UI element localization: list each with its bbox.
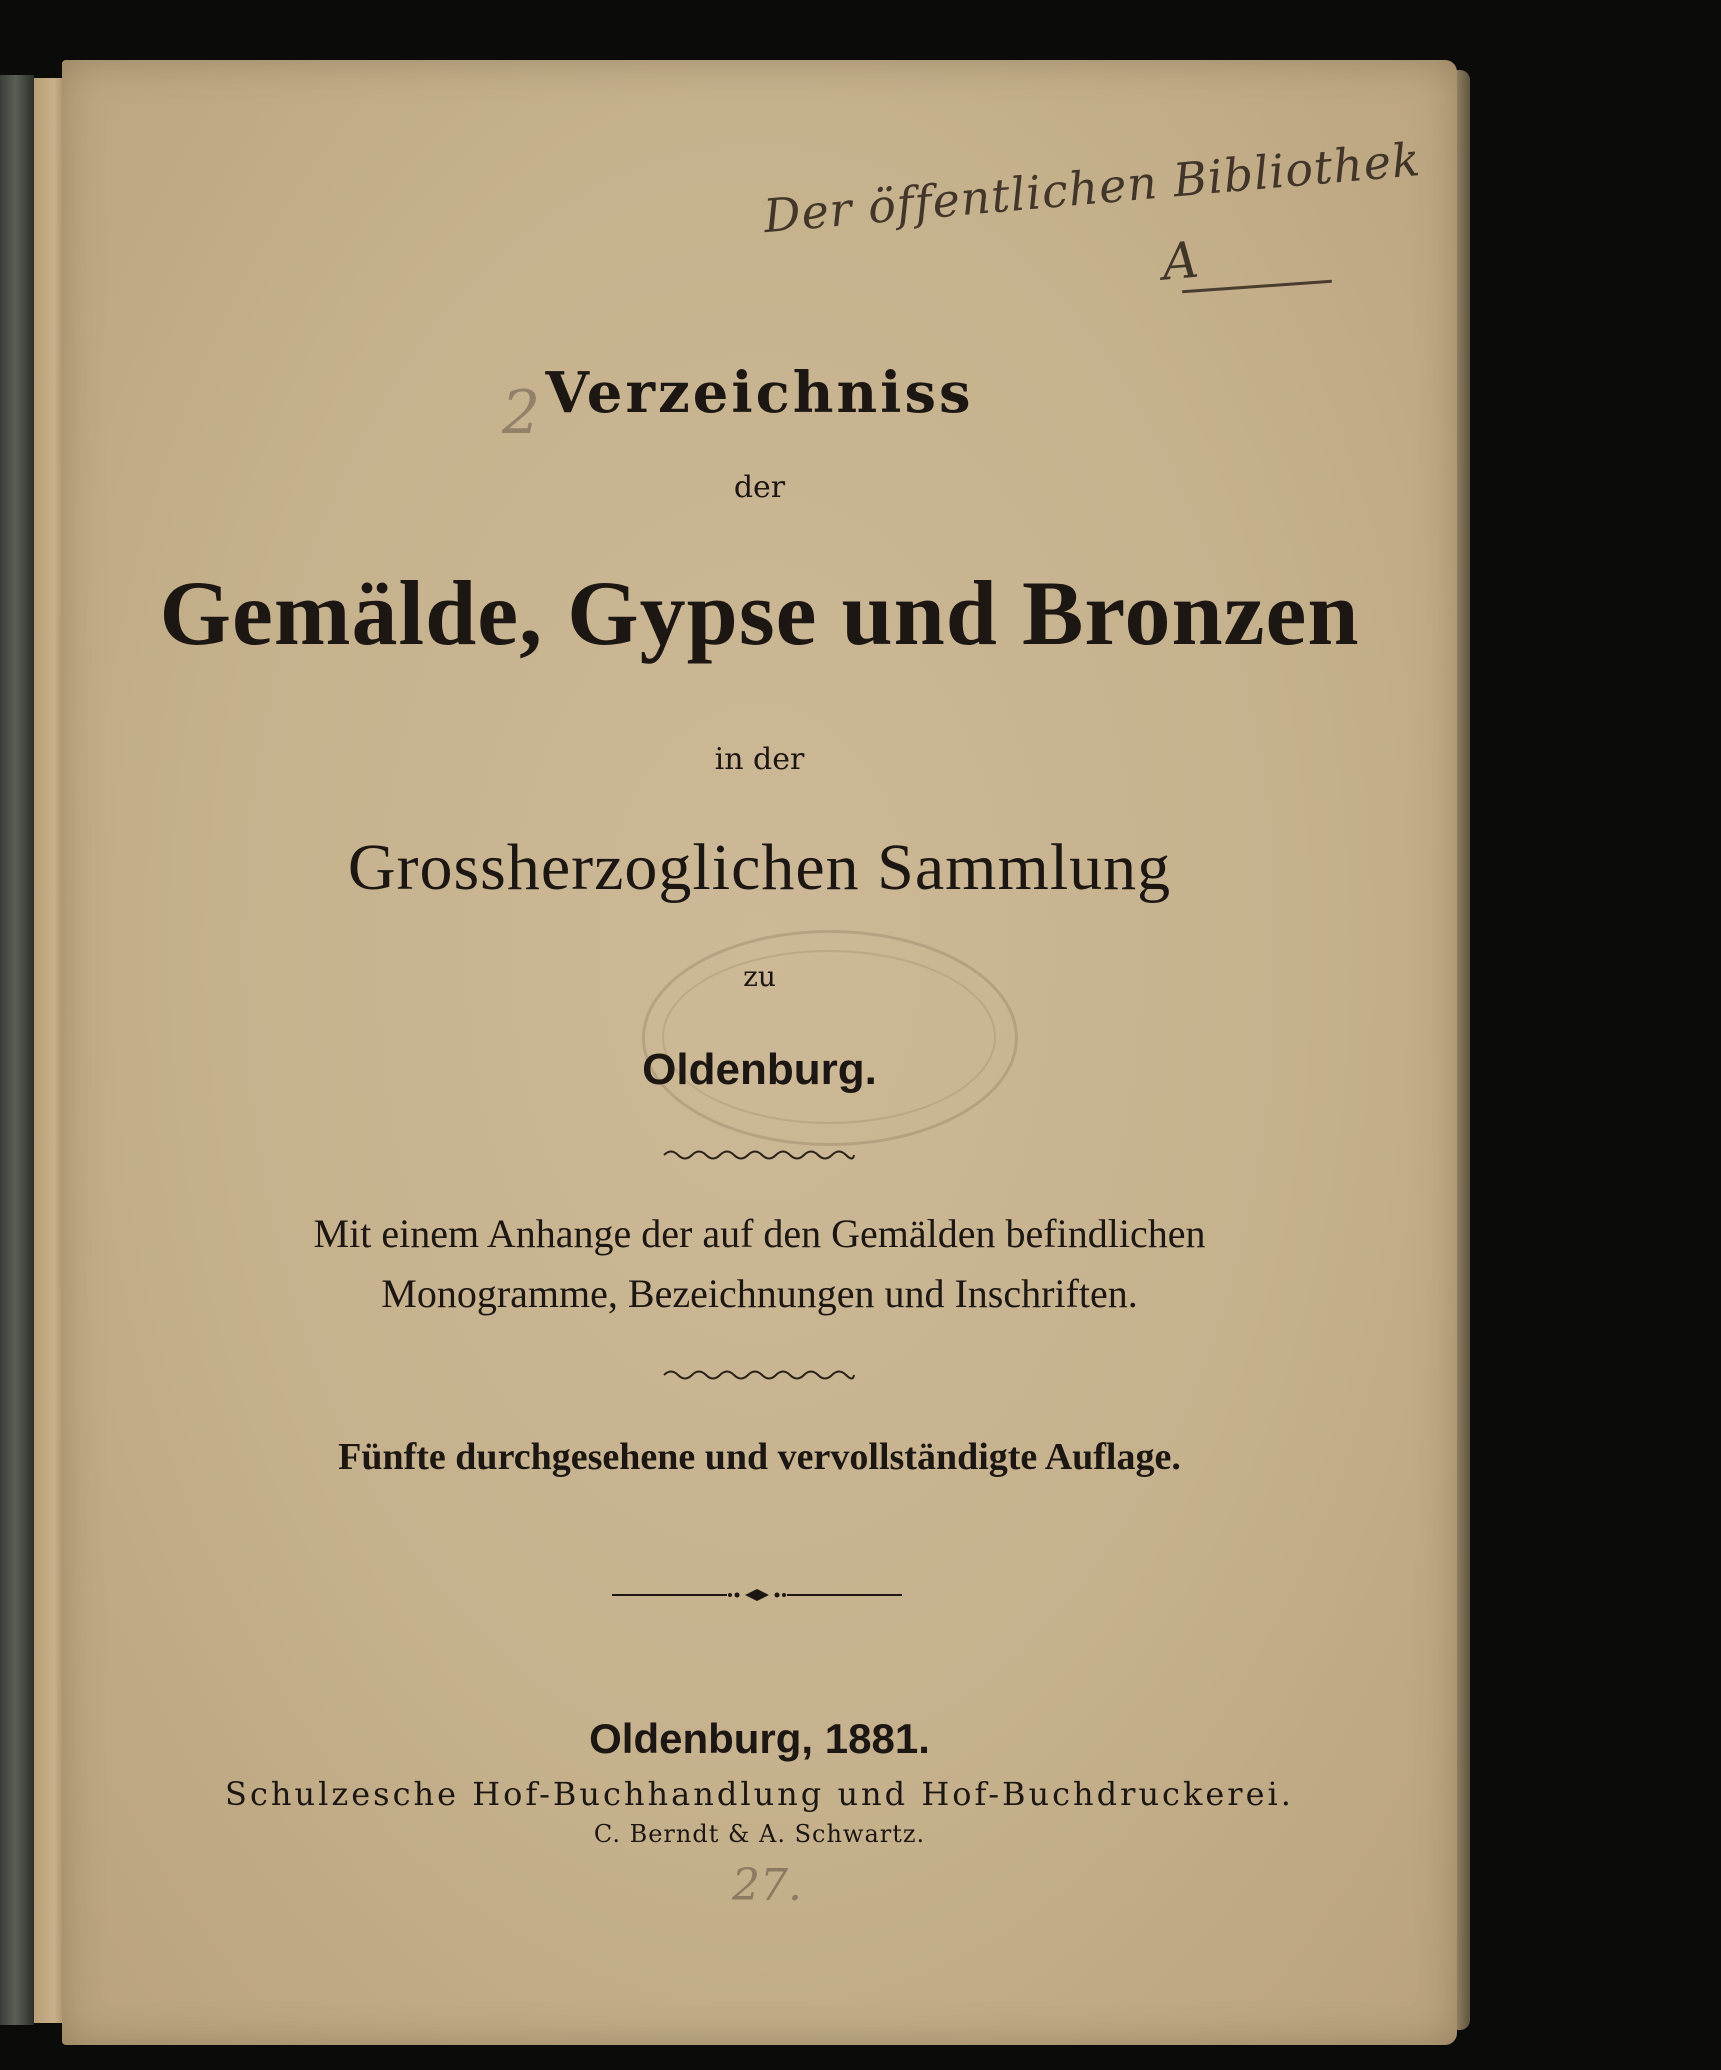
appendix-line-1: Mit einem Anhange der auf den Gemälden befindlichen (313, 1211, 1206, 1256)
pencil-shelf-number: 27. (732, 1860, 802, 1911)
wavy-divider-1 (659, 1145, 859, 1165)
wavy-divider-2 (659, 1365, 859, 1385)
ornamental-rule (607, 1585, 907, 1605)
title-collection-name: Grossherzoglichen Sammlung (347, 831, 1172, 904)
book-binding (0, 75, 34, 2025)
title-verzeichniss: Verzeichniss (545, 360, 974, 426)
connector-der: der (733, 470, 786, 505)
handwritten-note: Der öffentlichen Bibliothek (761, 131, 1423, 244)
appendix-line-2: Monogramme, Bezeichnungen und Inschriften. (381, 1271, 1138, 1316)
connector-in-der: in der (714, 742, 805, 777)
pencil-mark: 2 (502, 378, 541, 448)
title-page (62, 60, 1457, 2045)
edition-statement: Fünfte durchgesehene und vervollständigte Auflage. (338, 1436, 1181, 1478)
imprint-printers: C. Berndt & A. Schwartz. (593, 1820, 926, 1848)
imprint-publisher: Schulzesche Hof-Buchhandlung und Hof-Buchdruckerei. (225, 1775, 1294, 1813)
imprint-place-year: Oldenburg, 1881. (589, 1715, 930, 1762)
title-collection-types: Gemälde, Gypse und Bronzen (159, 562, 1360, 664)
connector-zu: zu (743, 960, 776, 993)
handwritten-initial: A (1159, 230, 1202, 292)
title-city: Oldenburg. (642, 1045, 877, 1094)
